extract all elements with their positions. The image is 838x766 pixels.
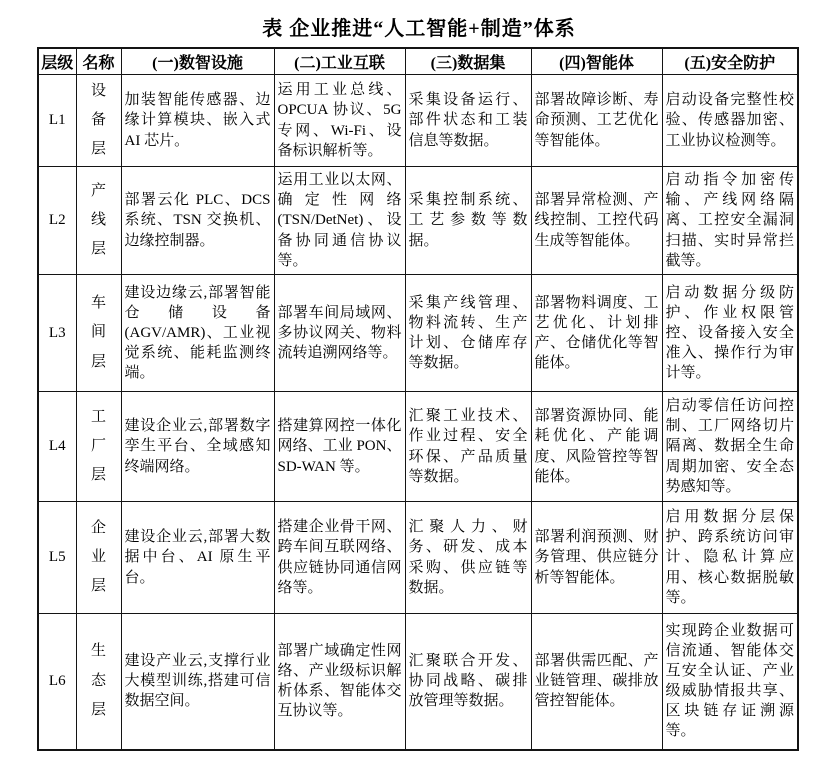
cell-agent: 部署故障诊断、寿命预测、工艺优化等智能体。 [531,75,662,167]
name-label: 生态层 [91,643,107,718]
cell-security: 启用数据分层保护、跨系统访问审计、隐私计算应用、核心数据脱敏等。 [662,502,798,614]
name-label: 车间层 [91,295,107,370]
cell-agent: 部署利润预测、财务管理、供应链分析等智能体。 [531,502,662,614]
name-label: 工厂层 [91,408,107,484]
cell-interconnect: 部署车间局域网、多协议网关、物料流转追溯网络等。 [274,275,405,392]
ai-manufacturing-system-table [37,47,799,751]
name-label: 产线层 [91,182,107,258]
level-cell: L1 [38,75,76,167]
name-cell [76,502,121,614]
name-cell [76,392,121,502]
name-cell [76,275,121,392]
cell-agent: 部署供需匹配、产业链管理、碳排放管控智能体。 [531,614,662,750]
level-cell: L2 [38,167,76,275]
cell-dataset: 汇聚工业技术、作业过程、安全环保、产品质量等数据。 [405,392,531,502]
cell-agent: 部署异常检测、产线控制、工控代码生成等智能体。 [531,167,662,275]
name-cell [76,614,121,750]
table-row-l4 [38,392,798,502]
cell-dataset: 采集产线管理、物料流转、生产计划、仓储库存等数据。 [405,275,531,392]
cell-dataset: 汇聚人力、财务、研发、成本采购、供应链等数据。 [405,502,531,614]
cell-security: 启动设备完整性校验、传感器加密、工业协议检测等。 [662,75,798,167]
header-name: 名称 [76,48,121,75]
header-level: 层级 [38,48,76,75]
header-agent: (四)智能体 [531,48,662,75]
cell-agent: 部署物料调度、工艺优化、计划排产、仓储优化等智能体。 [531,275,662,392]
cell-security: 实现跨企业数据可信流通、智能体交互安全认证、产业级威胁情报共享、区块链存证溯源等。 [662,614,798,750]
header-industrial-interconnect: (二)工业互联 [274,48,405,75]
table-row-l5 [38,502,798,614]
cell-dataset: 汇聚联合开发、协同战略、碳排放管理等数据。 [405,614,531,750]
level-cell: L5 [38,502,76,614]
cell-facilities: 建设边缘云,部署智能仓储设备(AGV/AMR)、工业视觉系统、能耗监测终端。 [121,275,274,392]
cell-interconnect: 搭建企业骨干网、跨车间互联网络、供应链协同通信网络等。 [274,502,405,614]
cell-dataset: 采集控制系统、工艺参数等数据。 [405,167,531,275]
page-title: 表 企业推进“人工智能+制造”体系 [262,18,576,40]
level-cell: L4 [38,392,76,502]
cell-interconnect: 运用工业总线、OPCUA 协议、5G 专网、Wi-Fi、设备标识解析等。 [274,75,405,167]
cell-dataset: 采集设备运行、部件状态和工装信息等数据。 [405,75,531,167]
table-header-row [38,48,798,75]
cell-security: 启动数据分级防护、作业权限管控、设备接入安全准入、操作行为审计等。 [662,275,798,392]
cell-interconnect: 运用工业以太网、确定性网络(TSN/DetNet)、设备协同通信协议等。 [274,167,405,275]
cell-interconnect: 部署广域确定性网络、产业级标识解析体系、智能体交互协议等。 [274,614,405,750]
cell-security: 启动零信任访问控制、工厂网络切片隔离、数据全生命周期加密、安全态势感知等。 [662,392,798,502]
name-label: 设备层 [91,82,107,158]
cell-facilities: 建设产业云,支撑行业大模型训练,搭建可信数据空间。 [121,614,274,750]
level-cell: L6 [38,614,76,750]
header-digital-facilities: (一)数智设施 [121,48,274,75]
level-cell: L3 [38,275,76,392]
header-dataset: (三)数据集 [405,48,531,75]
cell-facilities: 建设企业云,部署数字孪生平台、全域感知终端网络。 [121,392,274,502]
cell-security: 启动指令加密传输、产线网络隔离、工控安全漏洞扫描、实时异常拦截等。 [662,167,798,275]
table-row-l2 [38,167,798,275]
name-cell [76,167,121,275]
cell-agent: 部署资源协同、能耗优化、产能调度、风险管控等智能体。 [531,392,662,502]
header-security: (五)安全防护 [662,48,798,75]
table-row-l1 [38,75,798,167]
cell-interconnect: 搭建算网控一体化网络、工业 PON、SD-WAN 等。 [274,392,405,502]
name-label: 企业层 [91,519,107,595]
cell-facilities: 建设企业云,部署大数据中台、AI 原生平台。 [121,502,274,614]
cell-facilities: 部署云化 PLC、DCS 系统、TSN 交换机、边缘控制器。 [121,167,274,275]
name-cell [76,75,121,167]
table-row-l3 [38,275,798,392]
table-row-l6 [38,614,798,750]
cell-facilities: 加装智能传感器、边缘计算模块、嵌入式 AI 芯片。 [121,75,274,167]
